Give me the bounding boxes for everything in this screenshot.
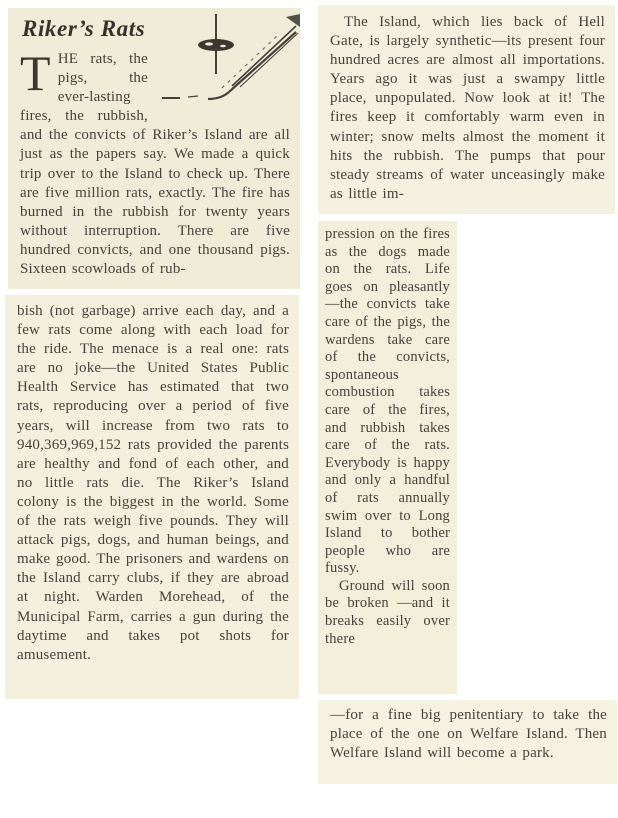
right-top-block <box>318 5 615 214</box>
narrow-column-paragraph-2: Ground will soon be broken —and it breaks easily over there <box>325 577 450 647</box>
article-lead-block <box>8 8 300 289</box>
pen-nib-and-mast-illustration <box>152 14 290 108</box>
left-continuation-block <box>5 295 299 699</box>
left-continuation-text: bish (not garbage) arrive each day, and a few rats come along with each load for the ride. The menace is a real one: rats are no joke—the United States Public Health Service has estimated that two rats, reproducing over a period of five years, will increase from two rats to 940,369,969,152 rats provided the parents are healthy and fond of each other, and no little rats die. The Riker’s Island colony is the biggest in the world. Some of the rats weigh five pounds. They will attack pigs, dogs, and human beings, and make good. The prisoners and wardens on the Island carry clubs, if they are abroad at night. Warden Morehead, of the Municipal Farm, carries a gun during the daytime and takes pot shots for amusement. <box>17 303 289 663</box>
right-bottom-text: —for a fine big penitentiary to take the place of the one on Welfare Island. Then Welfare Island will become a park. <box>330 707 607 762</box>
narrow-column-paragraph-1: pression on the fires as the dogs made on the rats. Life goes on pleasantly—the convicts take care of the pigs, the wardens take care of the convicts, spontaneous combustion takes care of the fires, and rubbish takes care of the rats. Everybody is happy and only a handful of rats annually swim over to Long Island to bother people who are fussy. <box>325 226 450 577</box>
right-top-text: The Island, which lies back of Hell Gate, is largely synthetic—its present four hundred acres are almost all importations. Years ago it was just a swampy little place, unpopulated. Now look at it! The fires keep it comfortably warm even in winter; snow melts almost the moment it hits the rubbish. The pumps that pour steady streams of water unceasingly make as little im- <box>330 14 605 202</box>
right-narrow-block <box>318 221 457 694</box>
right-bottom-block <box>318 700 617 784</box>
pen-sketch-drawing <box>148 14 300 110</box>
article-title: Riker’s Rats <box>22 16 146 41</box>
lead-paragraph-text: HE rats, the pigs, the ever-lasting fires, the rubbish, and the convicts of Riker’s Island are all just as the papers say. We made a quick trip over to the Island to check up. There are five million rats, exactly. The fire has burned in the rubbish for twenty years without interruption. There are five hundred convicts, and one thousand pigs. Sixteen scowloads of rub- <box>20 51 290 278</box>
drop-cap: T <box>20 45 51 101</box>
